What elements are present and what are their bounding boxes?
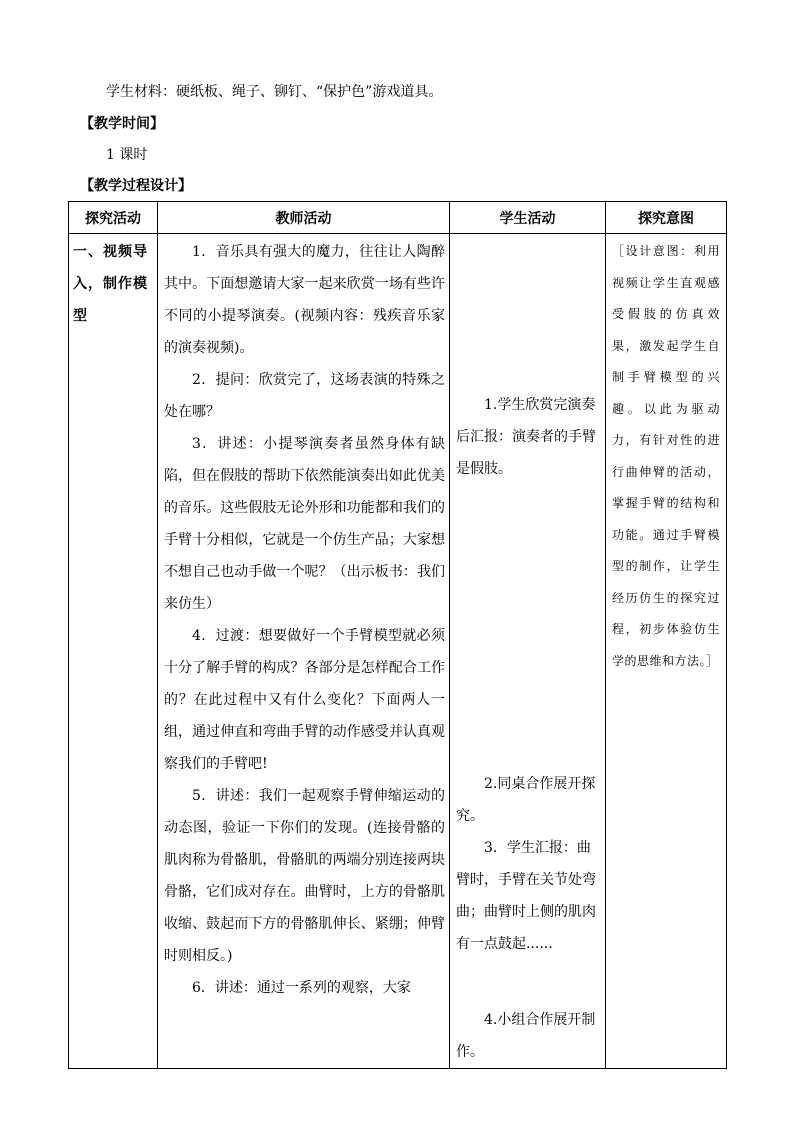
teacher-step-1: 1．音乐具有强大的魔力，往往让人陶醉其中。下面想邀请大家一起来欣赏一场有些许不同的小提琴演奏。(视频内容：残疾音乐家的演奏视频)。 bbox=[164, 244, 445, 356]
design-intent-text: ［设计意图：利用视频让学生直观感受假肢的仿真效果，激发起学生自制手臂模型的兴趣。以此为驱动力，有针对性的进行曲伸臂的活动，掌握手臂的结构和功能。通过手臂模型的制作，让学生经历仿生的探究过程，初步体验仿生学的思维和方法。］ bbox=[612, 244, 720, 668]
table-header-row bbox=[69, 202, 727, 234]
teaching-time-value: 1 课时 bbox=[106, 147, 148, 163]
lesson-process-table bbox=[68, 201, 727, 1069]
inquiry-intent-cell bbox=[606, 234, 727, 1069]
teacher-step-3: 3．讲述：小提琴演奏者虽然身体有缺陷，但在假肢的帮助下依然能演奏出如此优美的音乐。这些假肢无论外形和功能都和我们的手臂十分相似，它就是一个仿生产品；大家想不想自己也动手做一个呢？（出示板书：我们来仿生） bbox=[164, 436, 445, 612]
student-step-3: 3．学生汇报：曲臂时，手臂在关节处弯曲；曲臂时上侧的肌肉有一点鼓起...... bbox=[456, 840, 596, 952]
student-step-4: 4.小组合作展开制作。 bbox=[456, 1012, 596, 1060]
teacher-step-4: 4．过渡：想要做好一个手臂模型就必须十分了解手臂的构成？各部分是怎样配合工作的？在此过程中又有什么变化？下面两人一组，通过伸直和弯曲手臂的动作感受并认真观察我们的手臂吧! bbox=[164, 628, 445, 772]
activity-title: 一、视频导入，制作模型 bbox=[73, 244, 148, 324]
student-materials-line: 学生材料：硬纸板、绳子、铆钉、“保护色”游戏道具。 bbox=[106, 84, 443, 100]
table-row bbox=[69, 234, 727, 1069]
header-inquiry-intent: 探究意图 bbox=[606, 202, 727, 234]
header-inquiry-activity: 探究活动 bbox=[69, 202, 158, 234]
teacher-step-2: 2．提问：欣赏完了，这场表演的特殊之处在哪？ bbox=[164, 372, 445, 420]
teacher-step-5: 5．讲述：我们一起观察手臂伸缩运动的动态图，验证一下你们的发现。(连接骨骼的肌肉称为骨骼肌，骨骼肌的两端分别连接两块骨骼，它们成对存在。曲臂时，上方的骨骼肌收缩、鼓起而下方的骨骼肌伸长、紧绷；伸臂时则相反。) bbox=[164, 788, 445, 964]
header-student-activity: 学生活动 bbox=[450, 202, 606, 234]
teacher-step-6: 6．讲述：通过一系列的观察，大家 bbox=[192, 980, 411, 996]
student-step-2: 2.同桌合作展开探究。 bbox=[456, 776, 596, 824]
process-design-heading: 【教学过程设计】 bbox=[80, 178, 192, 194]
teaching-time-heading: 【教学时间】 bbox=[80, 116, 164, 132]
student-activity-cell bbox=[450, 234, 606, 1069]
student-step-1: 1.学生欣赏完演奏后汇报：演奏者的手臂是假肢。 bbox=[456, 397, 596, 477]
activity-cell bbox=[69, 234, 158, 1069]
header-teacher-activity: 教师活动 bbox=[158, 202, 450, 234]
teacher-activity-cell bbox=[158, 234, 450, 1069]
